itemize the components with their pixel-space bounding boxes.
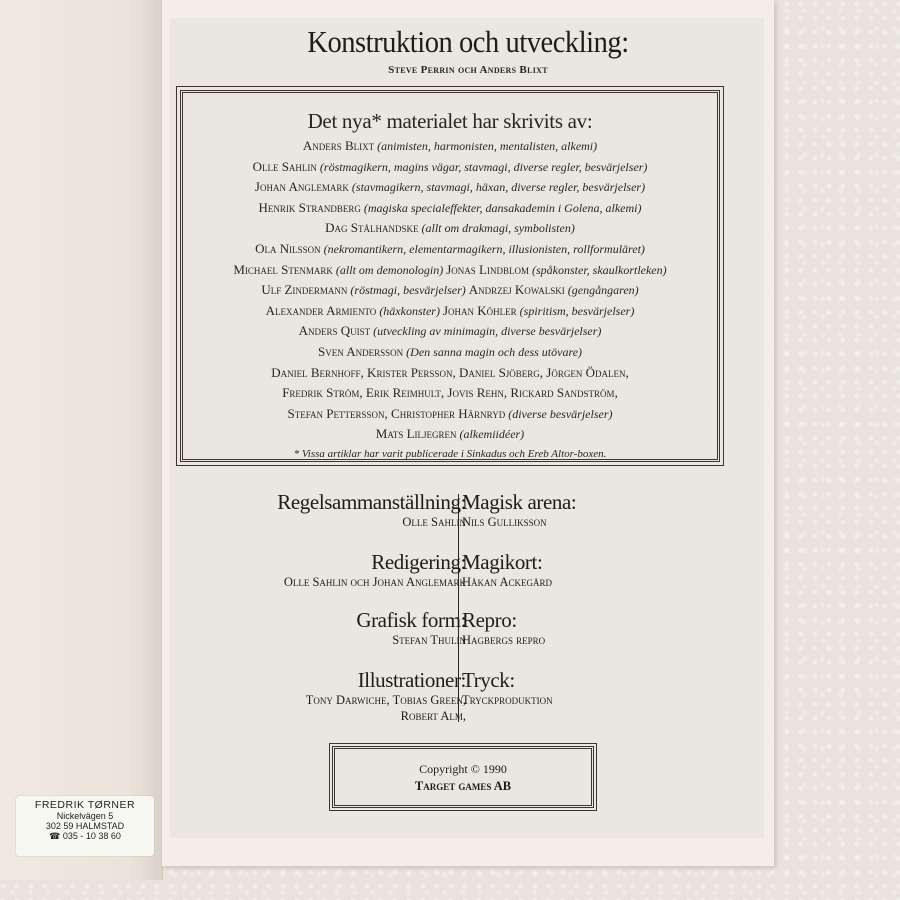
contributor-role: (allt om drakmagi, symbolisten) bbox=[418, 221, 575, 236]
contributor-name: Ola Nilsson bbox=[255, 240, 321, 256]
contributor-role: (Den sanna magin och dess utövare) bbox=[403, 344, 583, 359]
credit-line bbox=[197, 363, 703, 384]
contributor-name: Sven Andersson bbox=[317, 343, 404, 359]
role-title: Tryck: bbox=[462, 668, 515, 692]
roles-section bbox=[162, 490, 774, 730]
address-label bbox=[16, 796, 154, 856]
label-phone-row bbox=[16, 831, 154, 841]
contributor-name: Olle Sahlin bbox=[252, 158, 317, 174]
contributor-role: (spiritism, besvärjelser) bbox=[516, 303, 635, 318]
label-street: Nickelvägen 5 bbox=[56, 811, 114, 821]
role-title: Magikort: bbox=[462, 550, 543, 574]
right-page bbox=[162, 0, 774, 866]
credits-footnote: * Vissa artiklar har varit publicerade i Sinkadus och Ereb Altor-boxen. bbox=[293, 447, 607, 460]
copyright-org: Target games AB bbox=[414, 779, 512, 793]
contributor-name: Johan Anglemark bbox=[254, 179, 349, 195]
credit-line bbox=[197, 342, 703, 363]
role-block bbox=[306, 668, 466, 724]
label-phone: 035 - 10 38 60 bbox=[62, 831, 121, 841]
credits-heading: Det nya* materialet har skrivits av: bbox=[307, 109, 593, 133]
contributor-name: Daniel Bernhoff, Krister Persson, Daniel Sjöberg, Jörgen Ödalen, bbox=[271, 364, 629, 380]
role-name: Robert Alm, bbox=[400, 709, 466, 723]
credit-line bbox=[197, 136, 703, 157]
credits-list bbox=[197, 109, 703, 463]
role-title: Redigering: bbox=[371, 550, 466, 574]
contributor-role: (animisten, harmonisten, mentalisten, alkemi) bbox=[374, 139, 598, 153]
role-name: Stefan Thulin bbox=[392, 633, 466, 647]
contributor-role: (allt om demonologin) bbox=[332, 262, 447, 277]
credit-line bbox=[197, 424, 703, 445]
contributor-role: (stavmagikern, stavmagi, häxan, diverse regler, besvärjelser) bbox=[348, 180, 646, 195]
role-name: Olle Sahlin bbox=[402, 515, 466, 529]
copyright-box bbox=[332, 746, 594, 808]
contributor-role: (alkemiidéer) bbox=[456, 427, 525, 442]
contributor-role: (diverse besvärjelser) bbox=[505, 406, 613, 421]
role-title: Regelsammanställning: bbox=[277, 490, 466, 514]
role-name: Nils Gulliksson bbox=[462, 515, 547, 529]
role-block bbox=[462, 608, 545, 648]
contributor-name: Dag Stålhandske bbox=[325, 220, 419, 236]
contributor-name: Mats Liljegren bbox=[375, 426, 457, 442]
label-name: FREDRIK TØRNER bbox=[34, 799, 136, 811]
role-title: Magisk arena: bbox=[462, 490, 577, 514]
contributor-name: Anders Blixt bbox=[302, 138, 375, 153]
contributor-name: Fredrik Ström, Erik Reimhult, Jovis Rehn, Rickard Sandström, bbox=[282, 385, 618, 401]
label-city: 302 59 HALMSTAD bbox=[45, 821, 125, 831]
role-block bbox=[284, 550, 466, 590]
contributor-role: (röstmagi, besvärjelser) bbox=[347, 283, 469, 298]
contributor-name: Johan Köhler bbox=[442, 302, 517, 318]
contributor-name: Stefan Pettersson, Christopher Härnryd bbox=[287, 405, 506, 421]
role-name: Håkan Ackegård bbox=[462, 575, 552, 589]
role-name: Tryckproduktion bbox=[462, 693, 553, 707]
credit-lines bbox=[197, 136, 703, 445]
role-title: Grafisk form: bbox=[356, 608, 466, 632]
credit-line bbox=[197, 157, 703, 178]
credit-line bbox=[197, 404, 703, 425]
contributor-role: (spåkonster, skaulkortleken) bbox=[529, 262, 667, 277]
contributor-name: Alexander Armiento bbox=[265, 302, 377, 318]
credit-line bbox=[197, 280, 703, 301]
contributor-role: (röstmagikern, magins vägar, stavmagi, diverse regler, besvärjelser) bbox=[316, 159, 648, 174]
credit-line bbox=[197, 218, 703, 239]
contributor-role: (nekromantikern, elementarmagikern, illusionisten, rollformuläret) bbox=[320, 241, 645, 256]
credits-box bbox=[180, 90, 720, 462]
role-title: Illustrationer: bbox=[357, 668, 466, 692]
credit-line bbox=[197, 321, 703, 342]
role-block bbox=[462, 668, 553, 708]
contributor-name: Jonas Lindblom bbox=[446, 261, 529, 277]
copyright-line: Copyright © 1990 bbox=[419, 762, 507, 776]
role-name: Tony Darwiche, Tobias Green, bbox=[305, 693, 466, 707]
contributor-name: Andrzej Kowalski bbox=[468, 282, 565, 298]
role-block bbox=[277, 490, 466, 530]
page-title: Konstruktion och utveckling: bbox=[307, 24, 629, 59]
page-subtitle: Steve Perrin och Anders Blixt bbox=[388, 64, 548, 76]
credit-line bbox=[197, 239, 703, 260]
role-block bbox=[462, 490, 576, 530]
contributor-role: (gengångaren) bbox=[564, 283, 639, 298]
telephone-icon: ☎ bbox=[49, 831, 61, 841]
contributor-name: Ulf Zindermann bbox=[261, 282, 348, 298]
credit-line bbox=[197, 260, 703, 281]
contributor-name: Anders Quist bbox=[298, 323, 371, 339]
role-name: Olle Sahlin och Johan Anglemark bbox=[283, 575, 466, 589]
contributor-role: (häxkonster) bbox=[376, 303, 443, 318]
role-block bbox=[462, 550, 552, 590]
contributor-role: (magiska specialeffekter, dansakademin i Golena, alkemi) bbox=[360, 200, 642, 215]
role-block bbox=[356, 608, 466, 648]
role-name: Hagbergs repro bbox=[462, 633, 546, 647]
credit-line bbox=[197, 198, 703, 219]
credit-line bbox=[197, 301, 703, 322]
role-title: Repro: bbox=[462, 608, 517, 632]
credit-line bbox=[197, 177, 703, 198]
contributor-name: Michael Stenmark bbox=[233, 261, 333, 277]
contributor-role: (utveckling av minimagin, diverse besvärjelser) bbox=[370, 324, 602, 339]
left-page bbox=[0, 0, 163, 880]
contributor-name: Henrik Strandberg bbox=[258, 199, 361, 215]
credit-line bbox=[197, 383, 703, 404]
